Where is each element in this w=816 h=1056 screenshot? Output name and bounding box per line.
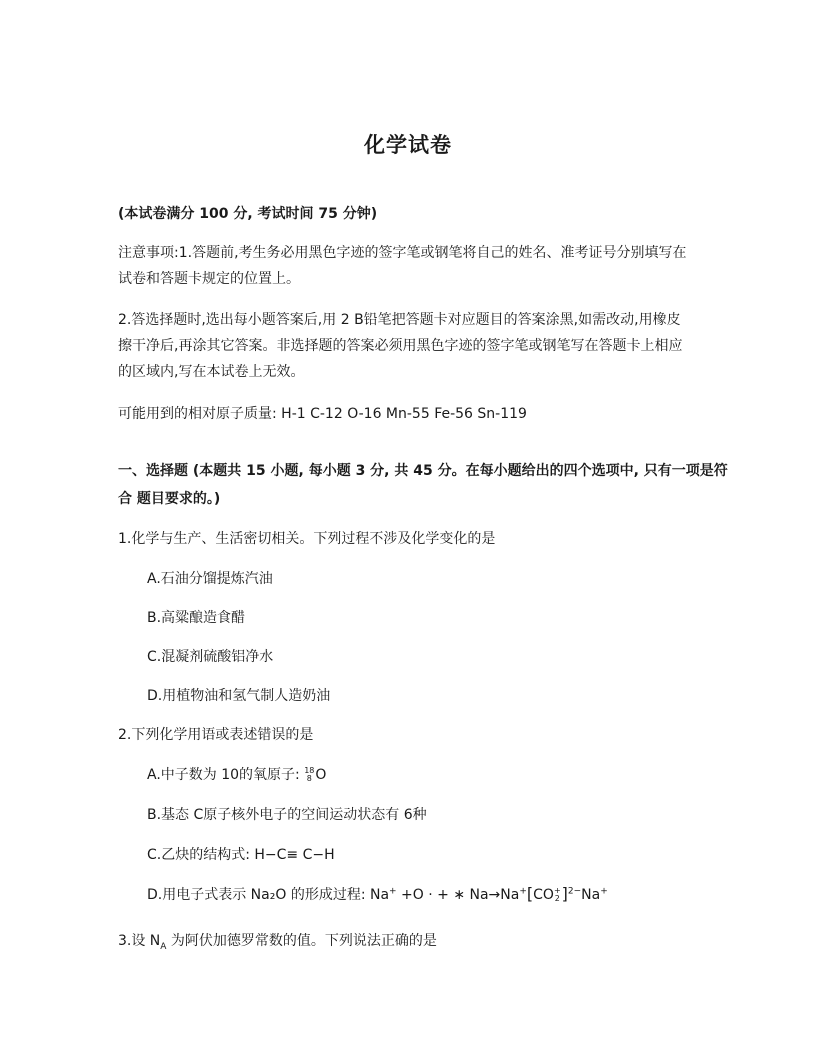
fraction-bottom: 2: [554, 894, 560, 903]
q3-stem: [118, 930, 437, 952]
q2-option-a-text: A.中子数为 10的氧原子:: [147, 767, 305, 783]
ion-fraction: [554, 887, 561, 903]
notes-line-1: 注意事项:1.答题前,考生务必用黑色字迹的签字笔或钢笔将自己的姓名、准考证号分别填写在: [118, 245, 687, 261]
q3-stem-suffix: 为阿伏加德罗常数的值。下列说法正确的是: [166, 933, 437, 949]
q2-option-a: [147, 764, 326, 784]
avogadro-subscript: A: [160, 941, 167, 952]
exam-meta: (本试卷满分 100 分, 考试时间 75 分钟): [118, 206, 378, 222]
q2-option-d-middle: +O · + ∗ Na→Na: [396, 887, 520, 903]
notes-line-4: 擦干净后,再涂其它答案。非选择题的答案必须用黑色字迹的签字笔或钢笔写在答题卡上相应: [118, 338, 683, 354]
charge-plus-3: +: [600, 886, 608, 897]
mass-number: 18: [304, 766, 315, 775]
ion-charge: 2−: [567, 886, 582, 897]
ion-formula: CO: [533, 887, 554, 903]
fraction-top: +: [553, 886, 561, 895]
q1-option-c: C.混凝剂硫酸铝净水: [147, 649, 274, 665]
q2-option-c: C.乙炔的结构式: H−C≡ C−H: [147, 847, 335, 863]
q2-stem: 2.下列化学用语或表述错误的是: [118, 727, 314, 743]
section1-heading-line-1: 一、选择题 (本题共 15 小题, 每小题 3 分, 共 45 分。在每小题给出的四个选项中, 只有一项是符: [118, 463, 728, 479]
notes-line-2: 试卷和答题卡规定的位置上。: [118, 271, 300, 287]
atomic-masses: 可能用到的相对原子质量: H-1 C-12 O-16 Mn-55 Fe-56 Sn-119: [118, 406, 527, 422]
q2-option-d-text: D.用电子式表示 Na₂O 的形成过程: Na: [147, 887, 390, 903]
element-symbol: O: [315, 767, 327, 783]
page-title: 化学试卷: [364, 133, 452, 157]
q3-stem-prefix: 3.设 N: [118, 933, 161, 949]
nuclide-notation: [304, 767, 314, 783]
notes-line-3: 2.答选择题时,选出每小题答案后,用 2 B铅笔把答题卡对应题目的答案涂黑,如需改动,用橡皮: [118, 312, 681, 328]
q2-option-d: [147, 884, 608, 904]
charge-plus-1: +: [389, 886, 397, 897]
q1-option-d: D.用植物油和氢气制人造奶油: [147, 688, 331, 704]
q1-stem: 1.化学与生产、生活密切相关。下列过程不涉及化学变化的是: [118, 531, 496, 547]
right-bracket: ]: [561, 884, 568, 903]
charge-plus-2: +: [519, 886, 527, 897]
q1-option-a: A.石油分馏提炼汽油: [147, 571, 273, 587]
section1-heading-line-2: 合 题目要求的。): [118, 491, 221, 507]
left-bracket: [: [526, 884, 534, 903]
q1-option-b: B.高粱酿造食醋: [147, 610, 246, 626]
sodium-symbol: Na: [581, 887, 601, 903]
notes-line-5: 的区域内,写在本试卷上无效。: [118, 364, 305, 380]
atomic-number: 8: [306, 774, 312, 783]
q2-option-b: B.基态 C原子核外电子的空间运动状态有 6种: [147, 807, 427, 823]
